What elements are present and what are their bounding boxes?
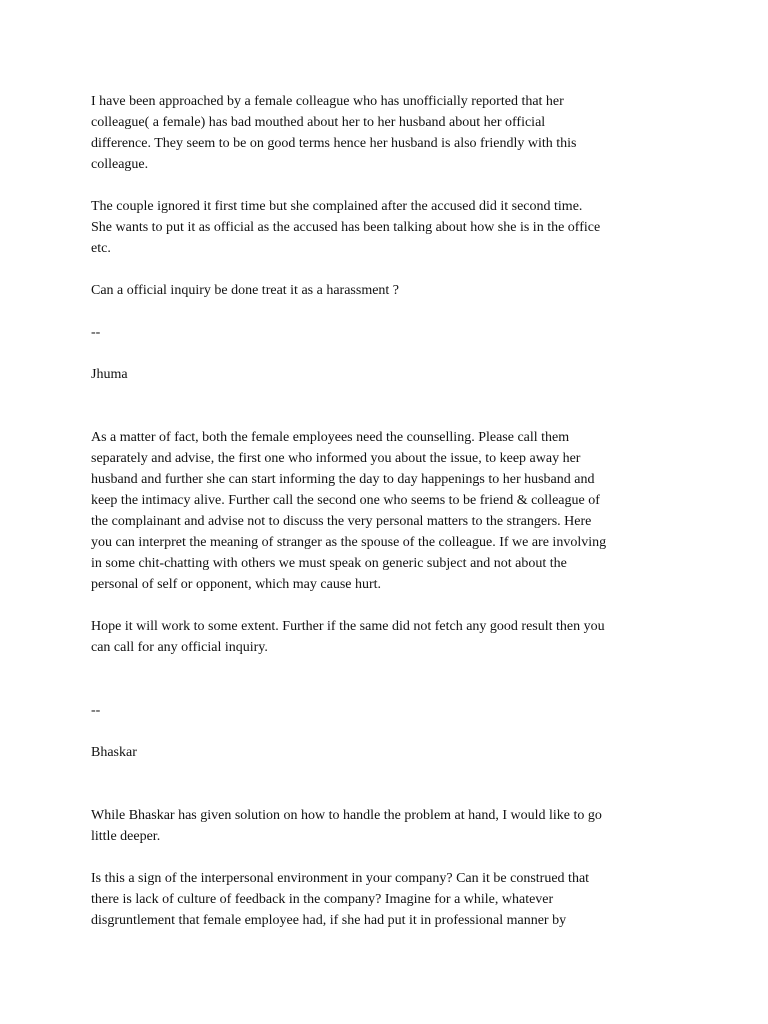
post3-paragraph-2 (91, 868, 691, 931)
text-line: Can a official inquiry be done treat it as a harassment ? (91, 283, 400, 298)
text-line: separately and advise, the first one who informed you about the issue, to keep away her (91, 451, 581, 466)
text-line: As a matter of fact, both the female employees need the counselling. Please call them (91, 430, 570, 445)
text-line: in some chit-chatting with others we must speak on generic subject and not about the (91, 556, 567, 571)
post2-paragraph-1 (91, 427, 691, 595)
post2-paragraph-2 (91, 616, 691, 658)
text-line: etc. (91, 241, 111, 256)
text-line: colleague. (91, 157, 149, 172)
spacer (91, 406, 691, 427)
text-line: can call for any official inquiry. (91, 640, 268, 655)
text-line: disgruntlement that female employee had, if she had put it in professional manner by (91, 913, 567, 928)
post1-paragraph-3 (91, 280, 691, 301)
text-line: Is this a sign of the interpersonal environment in your company? Can it be construed that (91, 871, 590, 886)
post2-separator: -- (91, 703, 101, 718)
post1-paragraph-2 (91, 196, 691, 259)
text-line: you can interpret the meaning of stranger as the spouse of the colleague. If we are involving (91, 535, 607, 550)
text-line: Hope it will work to some extent. Further if the same did not fetch any good result then you (91, 619, 605, 634)
spacer (91, 784, 691, 805)
post2-author: Bhaskar (91, 745, 137, 760)
post1-paragraph-1 (91, 91, 691, 175)
text-line: husband and further she can start informing the day to day happenings to her husband and (91, 472, 595, 487)
text-line: The couple ignored it first time but she complained after the accused did it second time. (91, 199, 583, 214)
text-line: keep the intimacy alive. Further call the second one who seems to be friend & colleague of (91, 493, 600, 508)
document-page (91, 91, 691, 952)
text-line: While Bhaskar has given solution on how to handle the problem at hand, I would like to go (91, 808, 602, 823)
post1-author: Jhuma (91, 367, 128, 382)
text-line: there is lack of culture of feedback in the company? Imagine for a while, whatever (91, 892, 554, 907)
text-line: personal of self or opponent, which may cause hurt. (91, 577, 382, 592)
text-line: little deeper. (91, 829, 161, 844)
text-line: the complainant and advise not to discuss the very personal matters to the strangers. Here (91, 514, 592, 529)
text-line: difference. They seem to be on good terms hence her husband is also friendly with this (91, 136, 577, 151)
spacer (91, 679, 691, 700)
post1-separator: -- (91, 325, 101, 340)
text-line: I have been approached by a female colleague who has unofficially reported that her (91, 94, 564, 109)
text-line: colleague( a female) has bad mouthed about her to her husband about her official (91, 115, 546, 130)
text-line: She wants to put it as official as the accused has been talking about how she is in the office (91, 220, 601, 235)
post3-paragraph-1 (91, 805, 691, 847)
